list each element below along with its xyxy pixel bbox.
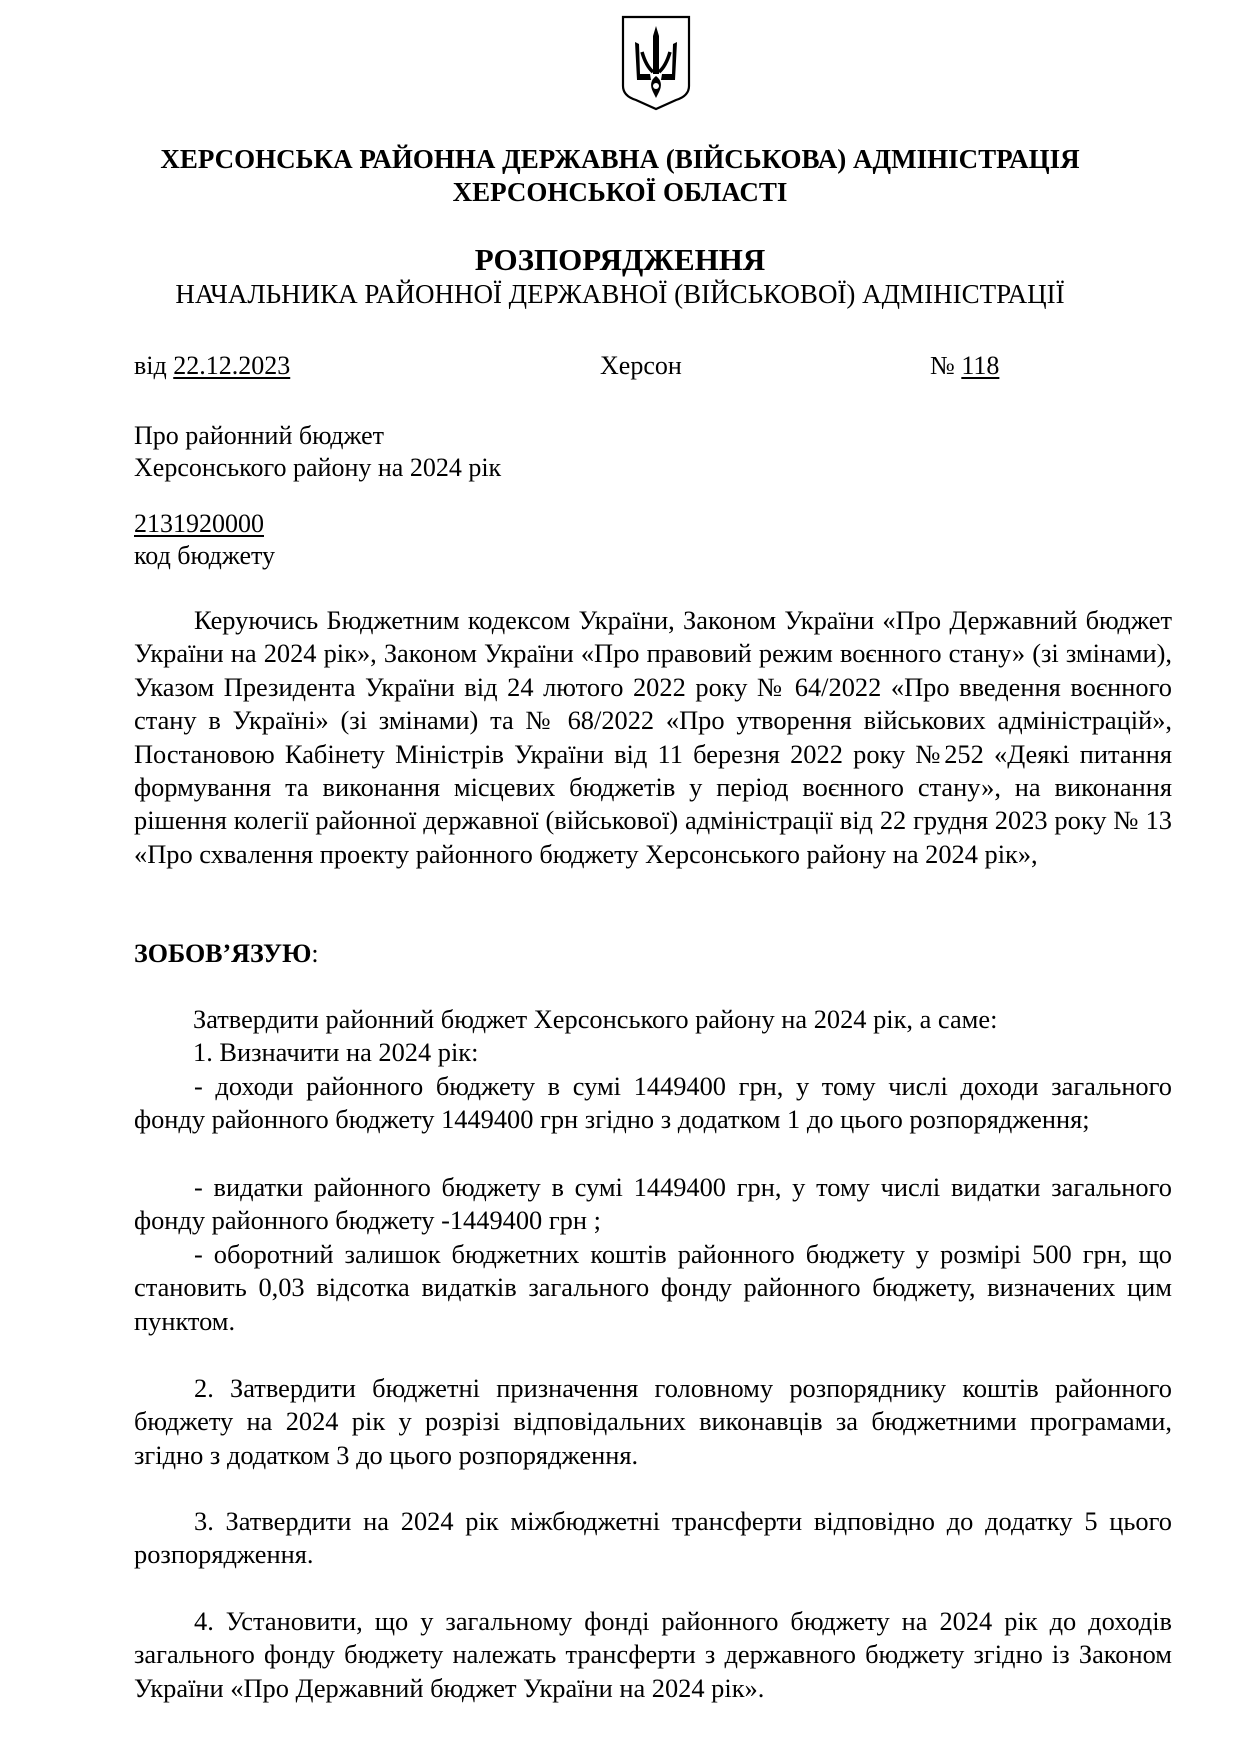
- preamble-paragraph: [134, 604, 1172, 871]
- preamble-text: Керуючись Бюджетним кодексом України, Законом України «Про Державний бюджет України на 2024 рік», Законом України «Про правовий режим воєнного стану» (зі змінами), Указом Президента України від 24 лютого 2022 року № 64/2022 «Про введення воєнного стану в Україні» (зі змінами) та № 68/2022 «Про утворення військових адміністрацій», Постановою Кабінету Міністрів України від 11 березня 2022 року №252 «Деякі питання формування та виконання місцевих бюджетів у період воєнного стану», на виконання рішення колегії районної державної (військової) адміністрації від 22 грудня 2023 року № 13 «Про схвалення проекту районного бюджету Херсонського району на 2024 рік»,: [134, 605, 1172, 869]
- date-prefix: від: [134, 351, 167, 380]
- order-heading: [134, 938, 319, 969]
- document-city: Херсон: [600, 351, 682, 380]
- ukraine-trident-emblem-icon: [620, 14, 692, 112]
- item3-paragraph: [134, 1505, 1172, 1572]
- document-type-title: РОЗПОРЯДЖЕННЯ: [474, 242, 766, 277]
- item1-expenses-text: - видатки районного бюджету в сумі 1449400 грн, у тому числі видатки загального фонду районного бюджету -1449400 грн ;: [134, 1172, 1172, 1236]
- date-value: 22.12.2023: [173, 351, 291, 380]
- item1-expenses: [134, 1171, 1172, 1238]
- order-word: ЗОБОВ’ЯЗУЮ: [134, 939, 312, 968]
- subject-line1: Про районний бюджет: [134, 421, 384, 450]
- document-subtitle: НАЧАЛЬНИКА РАЙОННОЇ ДЕРЖАВНОЇ (ВІЙСЬКОВОЇ) АДМІНІСТРАЦІЇ: [175, 279, 1065, 309]
- item3-text: 3. Затвердити на 2024 рік міжбюджетні трансферти відповідно до додатку 5 цього розпорядження.: [134, 1506, 1172, 1570]
- number-value: 118: [961, 351, 1000, 380]
- item1-income: [134, 1070, 1172, 1137]
- item1-balance: [134, 1238, 1172, 1338]
- item1-income-text: - доходи районного бюджету в сумі 1449400 грн, у тому числі доходи загального фонду районного бюджету 1449400 грн згідно з додатком 1 до цього розпорядження;: [134, 1071, 1172, 1135]
- item1-balance-text: - оборотний залишок бюджетних коштів районного бюджету у розмірі 500 грн, що становить 0,03 відсотка видатків загального фонду районного бюджету, визначених цим пунктом.: [134, 1239, 1172, 1336]
- item4-paragraph: [134, 1605, 1172, 1705]
- organization-name-line1: ХЕРСОНСЬКА РАЙОННА ДЕРЖАВНА (ВІЙСЬКОВА) АДМІНІСТРАЦІЯ: [160, 144, 1080, 174]
- budget-code: 2131920000: [134, 509, 264, 538]
- item1-title: 1. Визначити на 2024 рік:: [193, 1037, 479, 1067]
- budget-code-label: код бюджету: [134, 541, 276, 570]
- document-number: [930, 350, 999, 381]
- subject-line2: Херсонського району на 2024 рік: [134, 453, 502, 482]
- number-prefix: №: [930, 351, 955, 380]
- body-intro: Затвердити районний бюджет Херсонського району на 2024 рік, а саме:: [193, 1004, 998, 1034]
- item2-text: 2. Затвердити бюджетні призначення головному розпоряднику коштів районного бюджету на 2024 рік у розрізі відповідальних виконавців за бюджетними програмами, згідно з додатком 3 до цього розпорядження.: [134, 1373, 1172, 1470]
- document-date: [134, 350, 290, 381]
- item4-text: 4. Установити, що у загальному фонді районного бюджету на 2024 рік до доходів загального фонду бюджету належать трансферти з державного бюджету згідно із Законом України «Про Державний бюджет України на 2024 рік».: [134, 1606, 1172, 1703]
- order-colon: :: [311, 939, 319, 968]
- item2-paragraph: [134, 1372, 1172, 1472]
- organization-name-line2: ХЕРСОНСЬКОЇ ОБЛАСТІ: [452, 177, 788, 207]
